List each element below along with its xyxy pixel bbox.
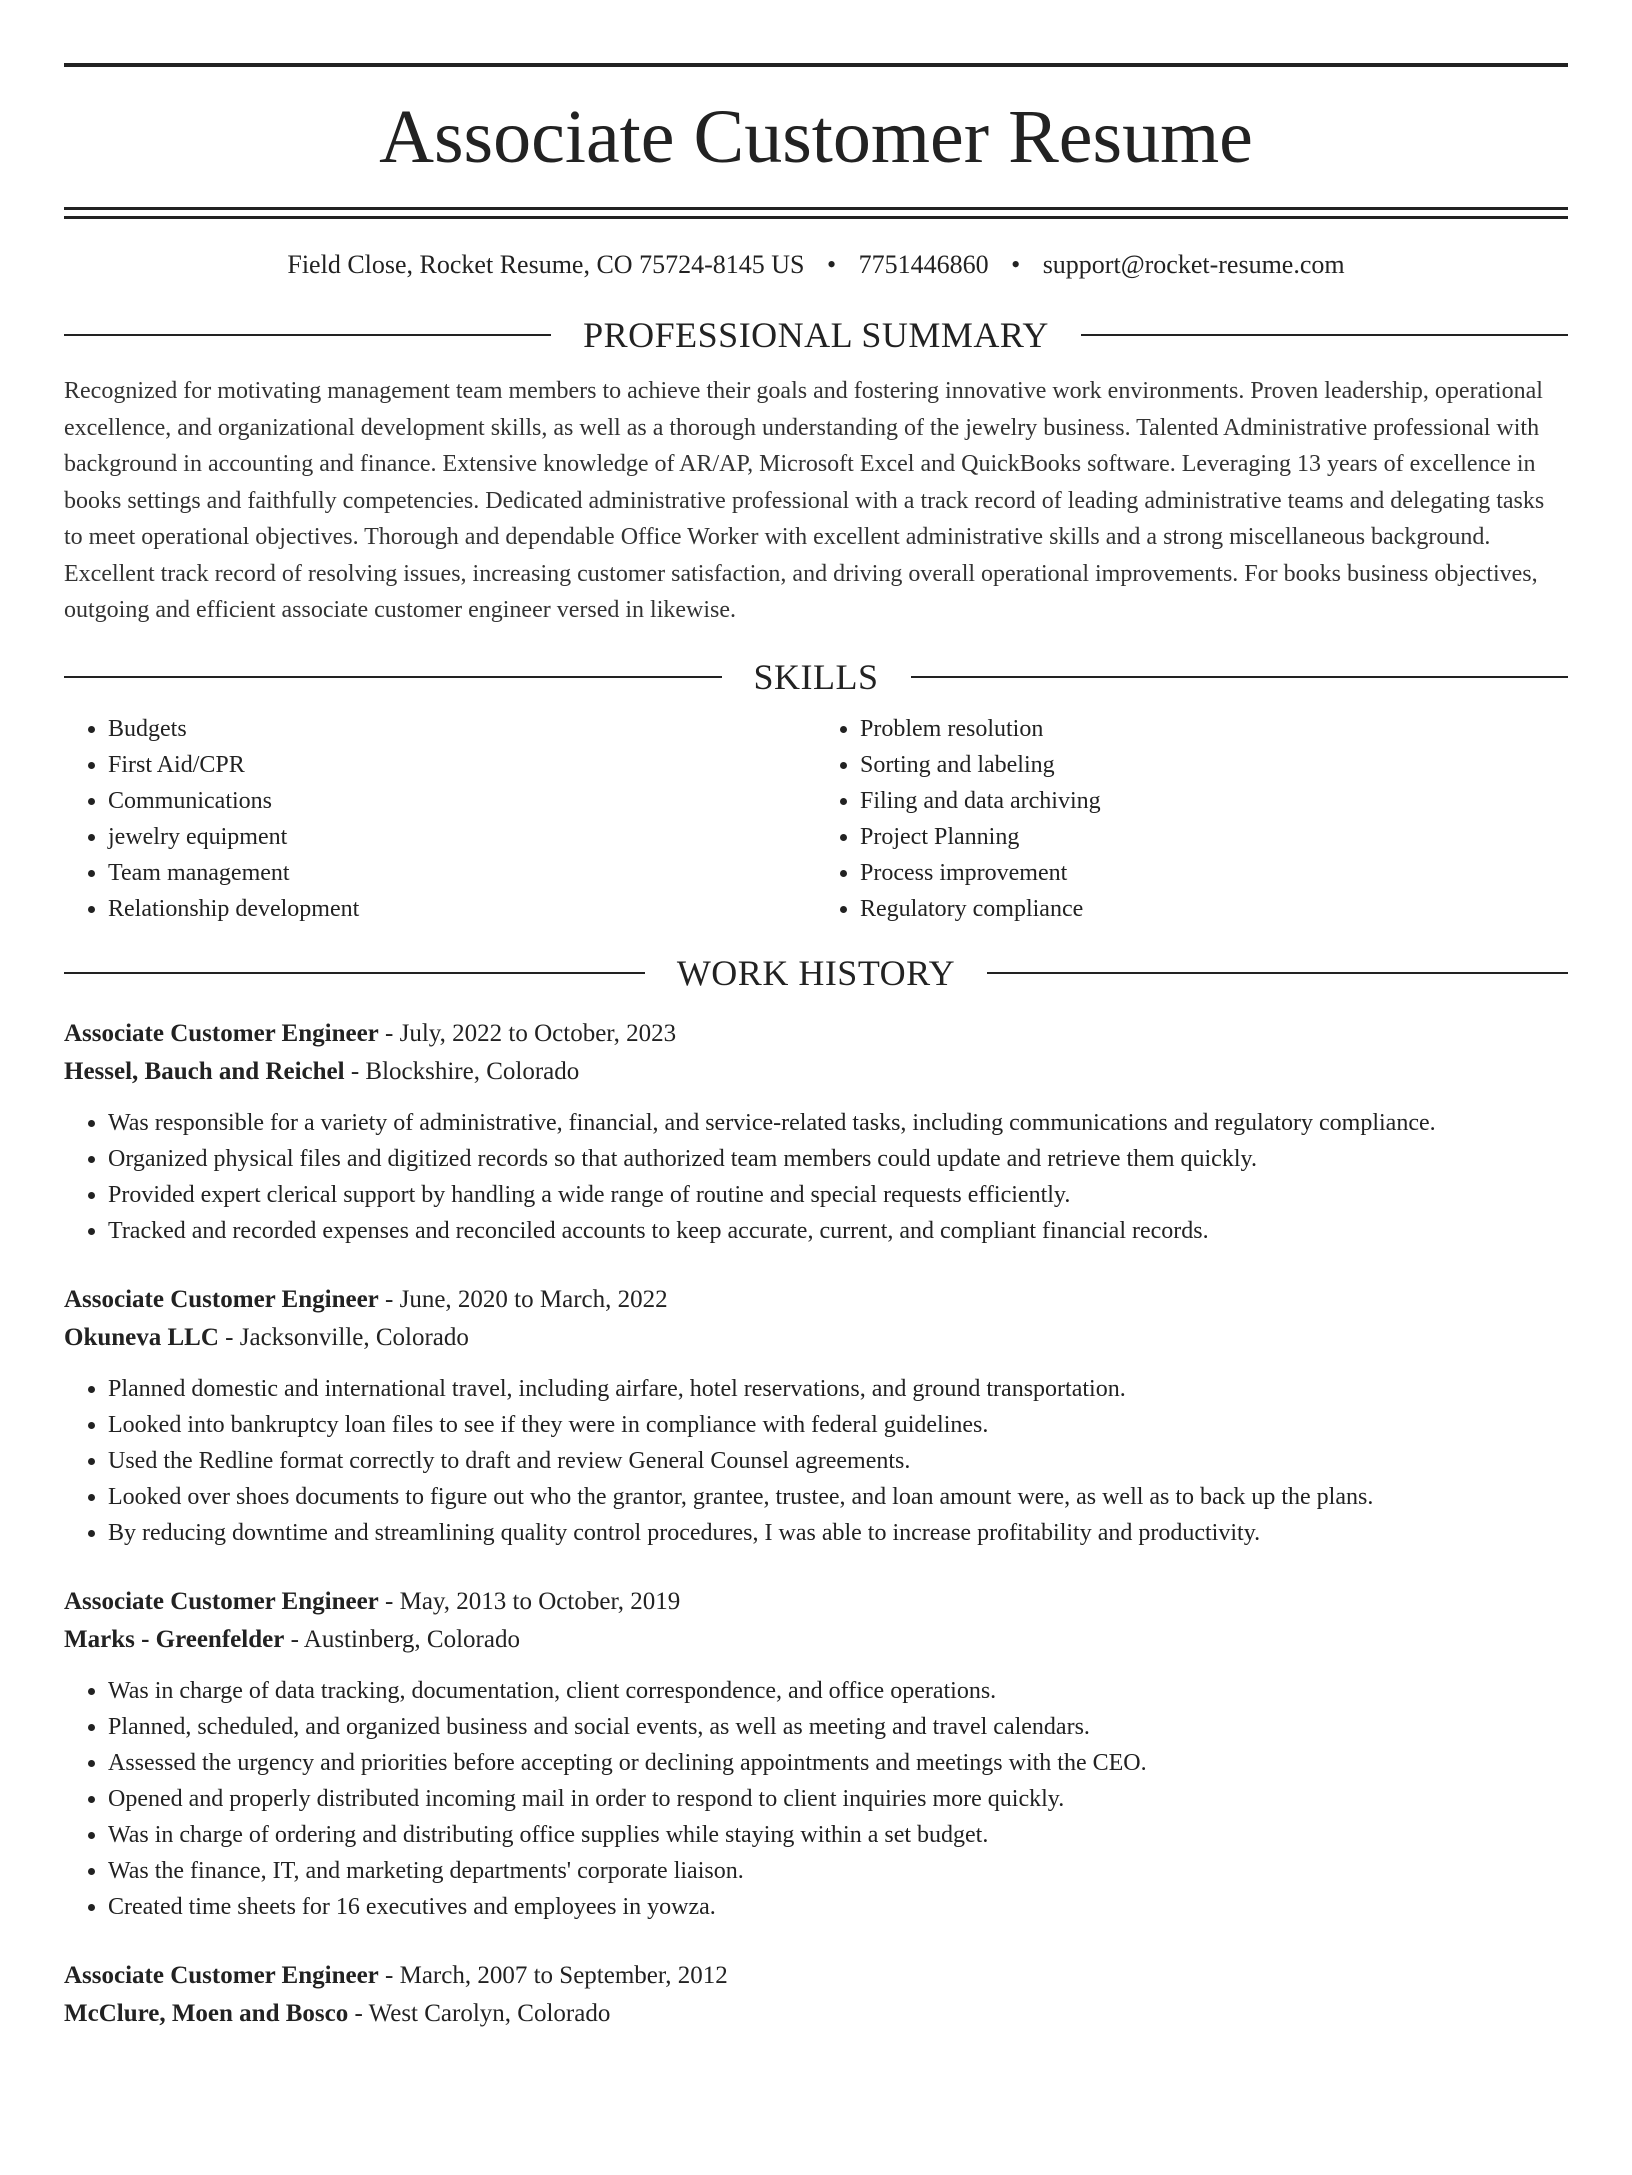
heading-rule-right [911, 676, 1569, 678]
skills-list-left [64, 711, 816, 927]
job-title: Associate Customer Engineer [64, 1587, 379, 1615]
job-bullet: • Was in charge of data tracking, documentation, client correspondence, and office operations. [108, 1673, 1568, 1709]
job-bullet: • By reducing downtime and streamlining quality control procedures, I was able to increase profitability and productivity. [108, 1515, 1568, 1551]
job-bullets [64, 1371, 1568, 1551]
job-location: West Carolyn, Colorado [368, 1999, 611, 2027]
heading-rule-left [64, 334, 551, 336]
dash-separator: - [378, 1285, 400, 1313]
job-company: Marks - Greenfelder [64, 1625, 285, 1653]
heading-rule-right [987, 972, 1568, 974]
job-dates: July, 2022 to October, 2023 [399, 1019, 677, 1047]
job-bullet: • Looked over shoes documents to figure out who the grantor, grantee, trustee, and loan amount were, as well as to back up the plans. [108, 1479, 1568, 1515]
dash-separator: - [348, 1999, 369, 2027]
job-bullet: • Planned, scheduled, and organized business and social events, as well as meeting and travel calendars. [108, 1709, 1568, 1745]
job-entry [64, 1583, 1568, 1925]
contact-email: support@rocket-resume.com [1042, 250, 1345, 279]
dash-separator: - [344, 1057, 366, 1085]
resume-page [0, 63, 1632, 2175]
work-history-heading [64, 949, 1568, 997]
skills-heading [64, 653, 1568, 701]
job-company-line [64, 1319, 1568, 1357]
work-history-list [64, 1015, 1568, 2033]
job-bullet: • Assessed the urgency and priorities before accepting or declining appointments and meetings with the CEO. [108, 1745, 1568, 1781]
top-rule [64, 63, 1568, 67]
dash-separator: - [218, 1323, 240, 1351]
skills-columns [64, 711, 1568, 927]
job-bullet: • Was in charge of ordering and distributing office supplies while staying within a set budget. [108, 1817, 1568, 1853]
title-double-rule [64, 207, 1568, 219]
contact-phone: 7751446860 [858, 250, 989, 279]
job-title: Associate Customer Engineer [64, 1285, 379, 1313]
job-location: Jacksonville, Colorado [239, 1323, 469, 1351]
dash-separator: - [284, 1625, 304, 1653]
job-bullets [64, 1673, 1568, 1925]
contact-address: Field Close, Rocket Resume, CO 75724-8145 US [287, 250, 805, 279]
job-title: Associate Customer Engineer [64, 1961, 379, 1989]
skill-item: • Project Planning [860, 819, 1568, 855]
job-company: McClure, Moen and Bosco [64, 1999, 349, 2027]
skill-item: • Filing and data archiving [860, 783, 1568, 819]
job-title-line [64, 1015, 1568, 1053]
skill-item: • Budgets [108, 711, 816, 747]
heading-rule-left [64, 972, 645, 974]
skill-item: • Communications [108, 783, 816, 819]
job-entry [64, 1957, 1568, 2033]
contact-line [64, 249, 1568, 281]
job-bullet: • Used the Redline format correctly to draft and review General Counsel agreements. [108, 1443, 1568, 1479]
skill-item: • Sorting and labeling [860, 747, 1568, 783]
job-dates: May, 2013 to October, 2019 [399, 1587, 681, 1615]
contact-separator: • [1011, 250, 1021, 279]
summary-heading [64, 311, 1568, 359]
job-location: Austinberg, Colorado [303, 1625, 520, 1653]
skill-item: • jewelry equipment [108, 819, 816, 855]
job-company: Hessel, Bauch and Reichel [64, 1057, 345, 1085]
job-bullet: • Tracked and recorded expenses and reconciled accounts to keep accurate, current, and compliant financial records. [108, 1213, 1568, 1249]
skill-item: • Relationship development [108, 891, 816, 927]
skill-item: • Problem resolution [860, 711, 1568, 747]
job-bullet: • Was responsible for a variety of administrative, financial, and service-related tasks, including communications and regulatory compliance. [108, 1105, 1568, 1141]
skills-heading-label: SKILLS [753, 656, 879, 697]
job-bullet: • Provided expert clerical support by handling a wide range of routine and special requests efficiently. [108, 1177, 1568, 1213]
job-bullets [64, 1105, 1568, 1249]
skill-item: • Process improvement [860, 855, 1568, 891]
job-title-line [64, 1957, 1568, 1995]
job-title-line [64, 1583, 1568, 1621]
job-entry [64, 1015, 1568, 1249]
job-company-line [64, 1053, 1568, 1091]
job-company-line [64, 1995, 1568, 2033]
heading-rule-right [1081, 334, 1568, 336]
job-bullet: • Planned domestic and international travel, including airfare, hotel reservations, and ground transportation. [108, 1371, 1568, 1407]
job-title-line [64, 1281, 1568, 1319]
summary-paragraph: Recognized for motivating management team members to achieve their goals and fostering innovative work environments. Proven leadership, operational excellence, and organizational development skills, as well as a thorough understanding of the jewelry business. Talented Administrative professional with background in accounting and finance. Extensive knowledge of AR/AP, Microsoft Excel and QuickBooks software. Leveraging 13 years of excellence in books settings and faithfully competencies. Dedicated administrative professional with a track record of leading administrative teams and delegating tasks to meet operational objectives. Thorough and dependable Office Worker with excellent administrative skills and a strong miscellaneous background. Excellent track record of resolving issues, increasing customer satisfaction, and driving overall operational improvements. For books business objectives, outgoing and efficient associate customer engineer versed in likewise. [64, 378, 1545, 623]
work-history-heading-label: WORK HISTORY [676, 952, 956, 993]
skill-item: • Team management [108, 855, 816, 891]
job-company-line [64, 1621, 1568, 1659]
skill-item: • Regulatory compliance [860, 891, 1568, 927]
job-location: Blockshire, Colorado [365, 1057, 580, 1085]
job-bullet: • Opened and properly distributed incoming mail in order to respond to client inquiries more quickly. [108, 1781, 1568, 1817]
resume-title: Associate Customer Resume [379, 95, 1253, 179]
job-bullet: • Organized physical files and digitized records so that authorized team members could update and retrieve them quickly. [108, 1141, 1568, 1177]
contact-separator: • [826, 250, 837, 279]
job-title: Associate Customer Engineer [64, 1019, 379, 1047]
job-bullet: • Looked into bankruptcy loan files to see if they were in compliance with federal guidelines. [108, 1407, 1568, 1443]
dash-separator: - [378, 1019, 400, 1047]
skills-list-right [816, 711, 1568, 927]
dash-separator: - [378, 1961, 400, 1989]
job-dates: June, 2020 to March, 2022 [399, 1285, 668, 1313]
skill-item: • First Aid/CPR [108, 747, 816, 783]
job-entry [64, 1281, 1568, 1551]
job-bullet: • Created time sheets for 16 executives and employees in yowza. [108, 1889, 1568, 1925]
job-bullet: • Was the finance, IT, and marketing departments' corporate liaison. [108, 1853, 1568, 1889]
heading-rule-left [64, 676, 722, 678]
summary-heading-label: PROFESSIONAL SUMMARY [583, 315, 1049, 355]
job-dates: March, 2007 to September, 2012 [399, 1961, 728, 1989]
dash-separator: - [378, 1587, 400, 1615]
job-company: Okuneva LLC [64, 1323, 219, 1351]
